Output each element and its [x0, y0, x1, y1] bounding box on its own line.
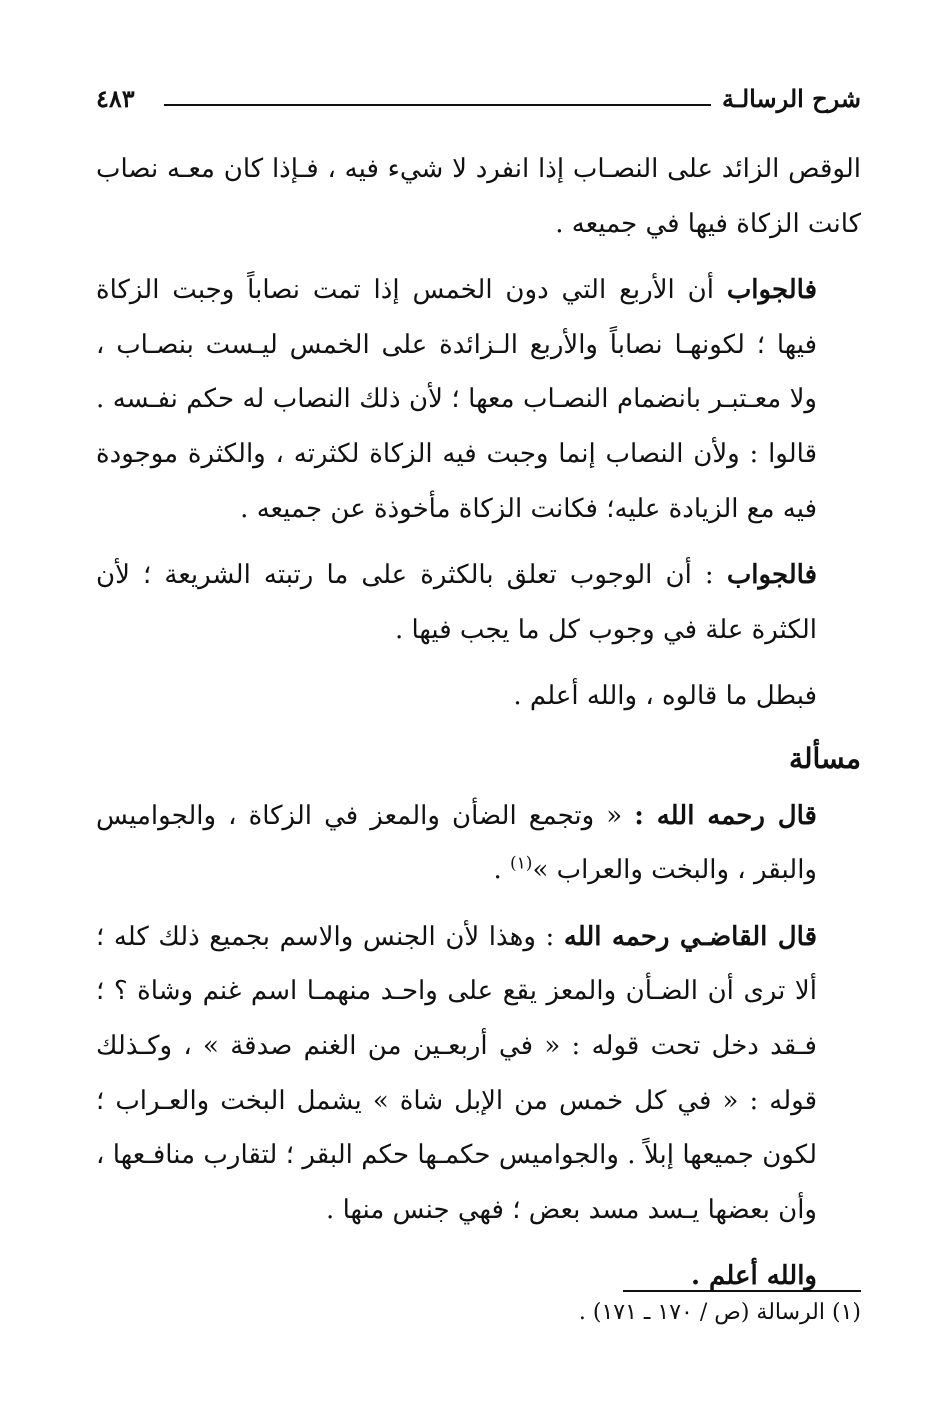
paragraph: [96, 142, 861, 251]
paragraph: [96, 548, 861, 657]
paragraph-text: والله أعلم .: [690, 1261, 817, 1292]
paragraph-lead: قال رحمه الله :: [634, 800, 817, 831]
paragraph: [96, 669, 861, 724]
footnote-rule: [623, 1290, 861, 1292]
footnote: (١) الرسالة (ص / ١٧٠ ـ ١٧١) .: [578, 1300, 861, 1325]
running-header: [96, 84, 861, 124]
paragraph-text: « وتجمع الضأن والمعز في الزكاة ، والجواميس والبقر ، والبخت والعراب »: [96, 800, 817, 886]
paragraph-text: : وهذا لأن الجنس والاسم بجميع ذلك كله ؛ ألا ترى أن الضـأن والمعز يقع على واحـد منهمـا اسم غنم وشاة ؟ ؛ فـقد دخل تحت قوله : « في أربعـين من الغنم صدقة » ، وكـذلك قوله : « في كل خمس من الإبل شاة » يشمل البخت والعـراب ؛ لكون جميعها إبلاً . والجواميس حكمـها حكم البقر ؛ لتقارب منافـعها ، وأن بعضها يـسد مسد بعض ؛ فهي جنس منها .: [96, 921, 817, 1225]
running-title: شرح الرسالـة: [721, 84, 861, 113]
header-rule: [164, 104, 711, 106]
paragraph: [96, 1249, 861, 1304]
paragraph: [96, 910, 861, 1238]
book-page: [96, 78, 861, 1378]
section-heading: مسألة: [788, 741, 861, 775]
paragraph-text: أن الأربع التي دون الخمس إذا تمت نصاباً وجبت الزكاة فيها ؛ لكونهـا نصاباً والأربع الـزائدة على الخمس ليـست بنصـاب ، ولا معـتبـر بانضمام النصـاب معها ؛ لأن ذلك النصاب له حكم نفـسه . قالوا : ولأن النصاب إنما وجبت فيه الزكاة لكثرته ، والكثرة موجودة فيه مع الزيادة عليه؛ فكانت الزكاة مأخوذة عن جميعه .: [96, 275, 817, 524]
paragraph: [96, 789, 861, 898]
paragraph-lead: فالجواب: [726, 560, 817, 591]
footnote-marker[interactable]: (١): [510, 853, 533, 874]
page-number: ٤٨٣: [96, 84, 135, 113]
body-text: [96, 142, 861, 1304]
paragraph-lead: فالجواب: [726, 275, 817, 306]
paragraph-text: فبطل ما قالوه ، والله أعلم .: [513, 681, 817, 712]
paragraph-lead: قال القاضـي رحمه الله: [563, 921, 817, 952]
paragraph: [96, 263, 861, 536]
paragraph-tail: .: [493, 855, 511, 886]
paragraph-text: الوقص الزائد على النصـاب إذا انفرد لا شيء فيه ، فـإذا كان معـه نصاب كانت الزكاة فيها في جميعه .: [96, 154, 861, 239]
paragraph-text: : أن الوجوب تعلق بالكثرة على ما رتبته الشريعة ؛ لأن الكثرة علة في وجوب كل ما يجب فيها .: [96, 560, 817, 645]
